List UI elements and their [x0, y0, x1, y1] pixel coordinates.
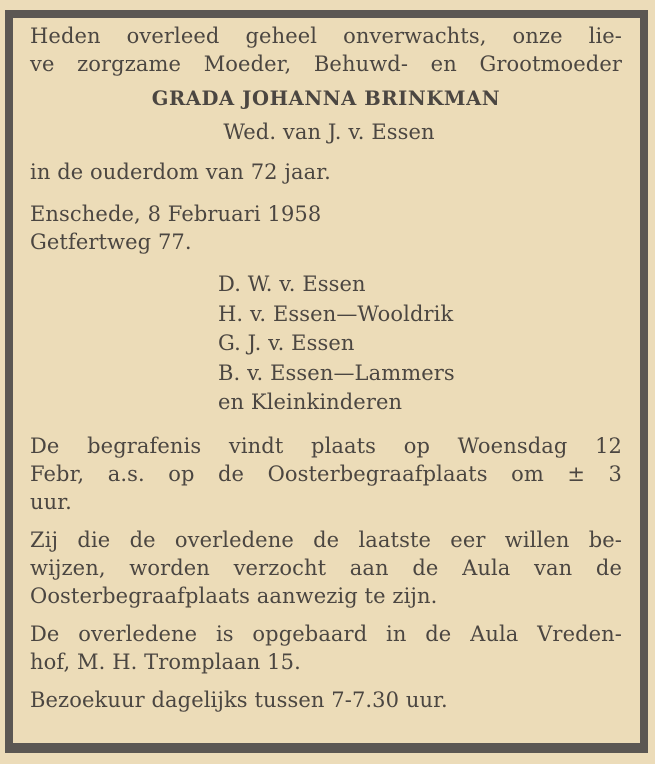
- family-member: G. J. v. Essen: [218, 331, 355, 355]
- funeral-line-1: De begrafenis vindt plaats op Woensdag 12: [30, 433, 622, 458]
- funeral-paragraph: [30, 432, 622, 516]
- family-member: H. v. Essen—Wooldrik: [218, 301, 454, 326]
- family-member: D. W. v. Essen: [218, 272, 366, 296]
- family-list: [30, 270, 622, 418]
- address: Getfertweg 77.: [30, 230, 192, 254]
- visiting-hours: Bezoekuur dagelijks tussen 7-7.30 uur.: [30, 687, 448, 712]
- death-notice: [30, 22, 622, 714]
- deceased-name: GRADA JOHANNA BRINKMAN: [151, 87, 501, 110]
- honor-line-3: Oosterbegraafplaats aanwezig te zijn.: [30, 583, 438, 608]
- age-line: in de ouderdom van 72 jaar.: [30, 160, 331, 184]
- honor-line-1: Zij die de overledene de laatste eer willen be-: [30, 527, 622, 552]
- lying-in-state-line-1: De overledene is opgebaard in de Aula Vreden-: [30, 621, 622, 646]
- intro-line-2: ve zorgzame Moeder, Behuwd- en Grootmoeder: [30, 52, 622, 76]
- lying-in-state-line-2: hof, M. H. Tromplaan 15.: [30, 649, 301, 674]
- lying-in-state-paragraph: [30, 620, 622, 676]
- honor-line-2: wijzen, worden verzocht aan de Aula van de: [30, 555, 622, 580]
- widow-of: Wed. van J. v. Essen: [223, 120, 435, 144]
- family-member: B. v. Essen—Lammers: [218, 360, 455, 385]
- family-member: en Kleinkinderen: [218, 390, 403, 414]
- honor-paragraph: [30, 526, 622, 610]
- funeral-line-3: uur.: [30, 489, 72, 514]
- funeral-line-2: Febr, a.s. op de Oosterbegraafplaats om ± 3: [30, 461, 622, 486]
- intro-line-1: Heden overleed geheel onverwachts, onze lie-: [30, 24, 622, 48]
- place-date: Enschede, 8 Februari 1958: [30, 202, 322, 226]
